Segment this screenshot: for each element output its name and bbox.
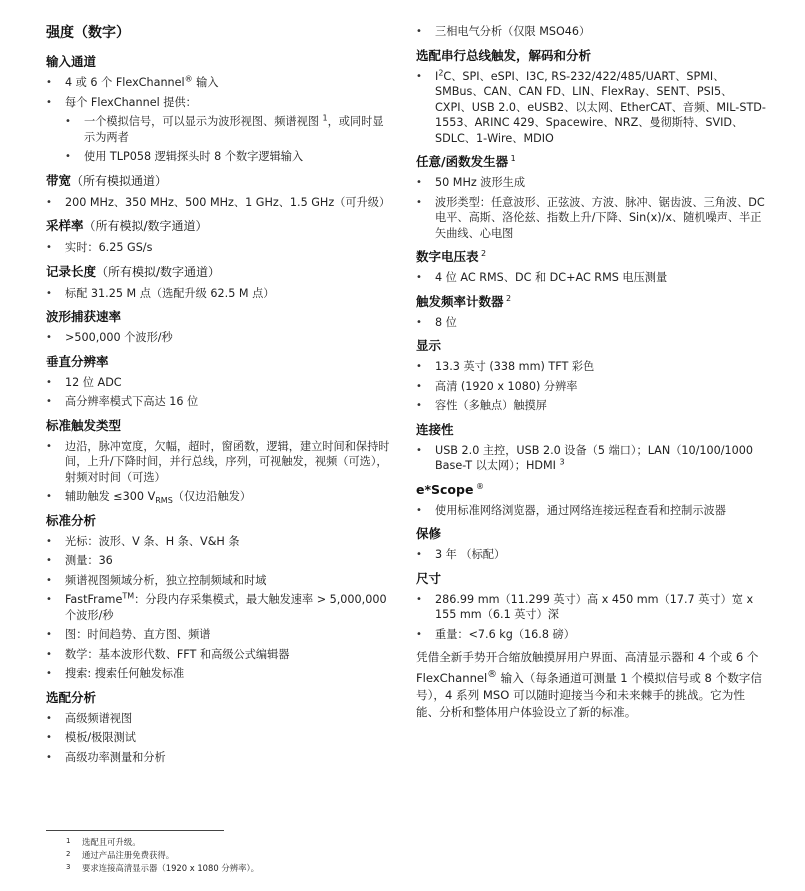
list-item: • 286.99 mm（11.299 英寸）高 x 450 mm（17.7 英寸）宽 x 155 mm（6.1 英寸）深 [416, 592, 766, 623]
section-list [416, 503, 766, 519]
list-item: • FastFrame™：分段内存采集模式，最大触发速率 > 5,000,000 个波形/秒 [46, 592, 391, 623]
section-list [46, 75, 391, 165]
left-column [46, 24, 391, 772]
list-item: • 3 年 （标配） [416, 547, 766, 563]
page-title: 强度（数字） [46, 25, 130, 41]
list-item: • 频谱视图频域分析，独立控制频域和时域 [46, 573, 391, 589]
list-item: • 使用 TLP058 逻辑探头时 8 个数字逻辑输入 [65, 149, 391, 165]
list-item: • 边沿，脉冲宽度，欠幅，超时，窗函数，逻辑，建立时间和保持时间，上升/下降时间，并行总线，序列，可视触发，视频（可选），射频对时间（可选） [46, 439, 391, 486]
footnote-text: 选配且可升级。 [82, 837, 141, 847]
footnote [46, 862, 406, 875]
section-list [46, 195, 391, 211]
list-item: • 高级功率测量和分析 [46, 750, 391, 766]
summary-paragraph: 凭借全新手势开合缩放触摸屏用户界面、高清显示器和 4 个或 6 个 FlexChannel® 输入（每条通道可测量 1 个模拟信号或 8 个数字信号），4 系列 MSO 可以随时迎接当今和未来棘手的挑战。它为性能、分析和整体用户体验设立了新的标准。 [416, 650, 762, 719]
section-heading: 数字电压表 $^2$ [416, 248, 487, 264]
right-top-list [416, 24, 766, 40]
section-list [46, 286, 391, 302]
footnote-list [46, 836, 406, 875]
footnote-text: 要求连接高清显示器（1920 x 1080 分辨率）。 [82, 863, 259, 873]
section-heading: 标准分析 [46, 512, 97, 528]
list-item: • 波形类型：任意波形、正弦波、方波、脉冲、锯齿波、三角波、DC 电平、高斯、洛伦兹、指数上升/下降、Sin(x)/x、随机噪声、半正矢曲线、心电图 [416, 195, 766, 242]
section-heading: 垂直分辨率 [46, 353, 109, 369]
section-heading: 输入通道 [46, 54, 97, 69]
section-heading: 任意/函数发生器 $^1$ [416, 153, 516, 169]
right-column [416, 24, 766, 721]
list-item: • 辅助触发 ≤300 $V_{RMS}$（仅边沿触发） [46, 489, 391, 505]
section-heading: 显示 [416, 338, 442, 353]
section-list [416, 359, 766, 414]
footnote-text: 通过产品注册免费获得。 [82, 850, 175, 860]
section-list [46, 240, 391, 256]
list-item: • 4 位 AC RMS、DC 和 DC+AC RMS 电压测量 [416, 270, 766, 286]
list-item: • >500,000 个波形/秒 [46, 330, 391, 346]
section-list [46, 375, 391, 410]
section-heading: e*Scope ® [416, 481, 484, 497]
section-heading: 标准触发类型 [46, 417, 122, 433]
section-list [416, 270, 766, 286]
list-item: • 8 位 [416, 315, 766, 331]
footnote [46, 836, 406, 849]
section-heading: 波形捕获速率 [46, 309, 122, 324]
list-item: • 高清 (1920 x 1080) 分辨率 [416, 379, 766, 395]
section-heading: 记录长度（所有模拟/数字通道） [46, 263, 221, 279]
section-heading: 尺寸 [416, 570, 442, 586]
section-heading: 连接性 [416, 421, 454, 437]
section-list [46, 534, 391, 682]
list-item: • 数学：基本波形代数、FFT 和高级公式编辑器 [46, 647, 391, 663]
left-sections [46, 53, 391, 765]
list-item: • 13.3 英寸 (338 mm) TFT 彩色 [416, 359, 766, 375]
footnotes [46, 830, 406, 875]
list-item: • 光标：波形、V 条、H 条、V&H 条 [46, 534, 391, 550]
section-list [46, 439, 391, 505]
footnote [46, 849, 406, 862]
section-list [46, 330, 391, 346]
list-item: • 50 MHz 波形生成 [416, 175, 766, 191]
section-heading: 选配串行总线触发，解码和分析 [416, 47, 592, 63]
section-list [416, 592, 766, 643]
right-sections [416, 47, 766, 643]
section-list [416, 69, 766, 147]
list-item: • 容性（多触点）触摸屏 [416, 398, 766, 414]
section-heading: 保修 [416, 526, 442, 541]
section-heading: 采样率（所有模拟/数字通道） [46, 218, 208, 233]
list-item: • $I^2C$、SPI、eSPI、I3C, RS-232/422/485/UART、SPMI、SMBus、CAN、CAN FD、LIN、FlexRay、SENT、PSI5、CXPI、USB 2.0、eUSB2、以太网、EtherCAT、音频、MIL-STD-1553、ARINC 429、Spacewire、NRZ、曼彻斯特、SVID、SDLC、1-Wire、MDIO [416, 69, 766, 147]
list-item: • 高分辨率模式下高达 16 位 [46, 394, 391, 410]
list-item: • 标配 31.25 M 点（选配升级 62.5 M 点） [46, 286, 391, 302]
list-item: • 每个 FlexChannel 提供： [46, 95, 391, 111]
list-item: • 12 位 ADC [46, 375, 391, 391]
footnote-number: 2 [66, 850, 71, 858]
section-list [416, 547, 766, 563]
section-heading: 选配分析 [46, 689, 97, 705]
section-list [46, 711, 391, 766]
list-item: • USB 2.0 主控，USB 2.0 设备（5 端口）；LAN（10/100/1000 Base-T 以太网）；HDMI $^3$ [416, 443, 766, 474]
list-item: • 图：时间趋势、直方图、频谱 [46, 627, 391, 643]
list-item: • 测量：36 [46, 553, 391, 569]
list-item: • 实时：6.25 GS/s [46, 240, 391, 256]
footnote-number: 1 [66, 837, 71, 845]
list-item: • 模板/极限测试 [46, 730, 391, 746]
list-item: • 200 MHz、350 MHz、500 MHz、1 GHz、1.5 GHz（可升级） [46, 195, 391, 211]
list-item: • 使用标准网络浏览器，通过网络连接远程查看和控制示波器 [416, 503, 766, 519]
section-list [416, 443, 766, 474]
section-heading: 触发频率计数器 $^2$ [416, 293, 512, 309]
list-item: • 一个模拟信号，可以显示为波形视图、频谱视图 $^1$，或同时显示为两者 [65, 114, 391, 145]
section-list [416, 175, 766, 241]
section-heading: 带宽（所有模拟通道） [46, 172, 168, 188]
list-item: • 搜索: 搜索任何触发标准 [46, 666, 391, 682]
list-item: • 重量：<7.6 kg（16.8 磅） [416, 627, 766, 643]
footnote-number: 3 [66, 863, 71, 871]
list-item: • 高级频谱视图 [46, 711, 391, 727]
footnote-rule [46, 830, 224, 831]
list-item: • 4 或 6 个 FlexChannel® 输入 [46, 75, 391, 91]
section-list [416, 315, 766, 331]
list-item: • 三相电气分析（仅限 MSO46） [416, 24, 766, 40]
